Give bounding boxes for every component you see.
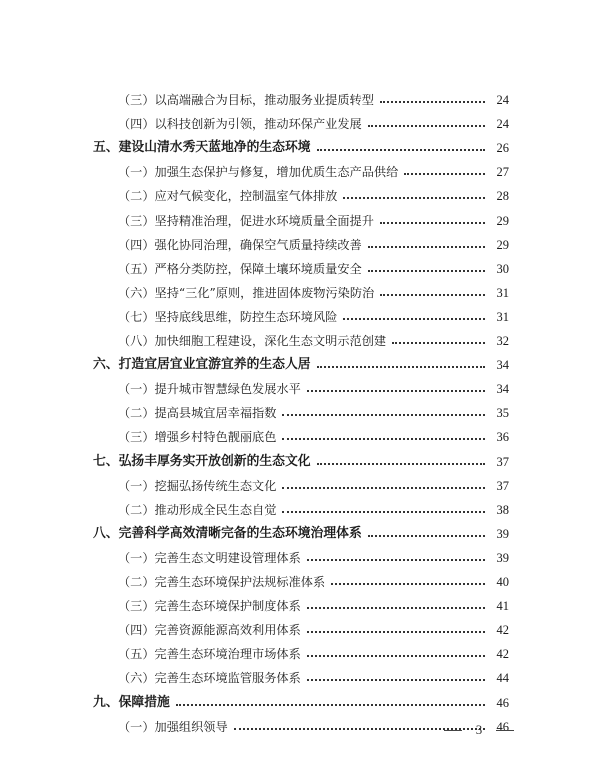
toc-entry-title: （五）严格分类防控，保障土壤环境质量安全 <box>118 261 362 276</box>
toc-entry-page-number: 39 <box>496 550 509 565</box>
toc-section-entry[interactable] <box>118 259 509 279</box>
toc-entry-title: （一）挖掘弘扬传统生态文化 <box>118 478 277 493</box>
toc-section-entry[interactable] <box>118 283 509 303</box>
dot-leader <box>368 524 485 544</box>
toc-entry-page-number: 34 <box>496 358 509 373</box>
dot-leader <box>317 452 485 472</box>
toc-section-entry[interactable] <box>118 331 509 351</box>
toc-section-entry[interactable] <box>118 500 509 520</box>
dot-leader <box>307 620 485 640</box>
dot-leader <box>307 596 485 616</box>
toc-chapter-entry[interactable] <box>93 524 509 544</box>
dot-leader <box>307 379 485 399</box>
toc-entry-title: （五）完善生态环境治理市场体系 <box>118 647 301 662</box>
dot-leader <box>282 427 485 447</box>
toc-entry-page-number: 46 <box>496 695 509 710</box>
toc-entry-page-number: 40 <box>496 575 509 589</box>
dot-leader <box>380 283 485 303</box>
toc-chapter-entry[interactable] <box>93 355 509 375</box>
footer-page-number: 3 <box>475 722 483 737</box>
toc-entry-page-number: 30 <box>496 261 509 276</box>
toc-entry-title: （八）加快细胞工程建设，深化生态文明示范创建 <box>118 334 387 348</box>
toc-entry-title: （六）完善生态环境监管服务体系 <box>118 671 301 686</box>
dot-leader <box>307 644 485 664</box>
toc-entry-title: （二）推动形成全民生态自觉 <box>118 502 277 517</box>
toc-entry-page-number: 41 <box>496 599 509 614</box>
toc-section-entry[interactable] <box>118 596 509 616</box>
toc-section-entry[interactable] <box>118 90 509 110</box>
toc-entry-page-number: 24 <box>496 93 509 107</box>
toc-entry-title: 八、完善科学高效清晰完备的生态环境治理体系 <box>93 525 362 541</box>
toc-entry-page-number: 31 <box>496 309 509 324</box>
toc-entry-page-number: 37 <box>496 454 509 469</box>
toc-entry-page-number: 28 <box>496 189 509 204</box>
toc-section-entry[interactable] <box>118 162 509 182</box>
toc-entry-title: 六、打造宜居宜业宜游宜养的生态人居 <box>93 357 311 373</box>
toc-entry-title: （一）加强组织领导 <box>118 719 228 734</box>
toc-section-entry[interactable] <box>118 211 509 231</box>
toc-entry-page-number: 37 <box>496 478 509 493</box>
toc-entry-title: （三）坚持精准治理，促进水环境质量全面提升 <box>118 213 374 228</box>
toc-section-entry[interactable] <box>118 548 509 568</box>
toc-section-entry[interactable] <box>118 379 509 399</box>
toc-entry-title: （四）完善资源能源高效利用体系 <box>118 623 301 638</box>
toc-entry-title: 五、建设山清水秀天蓝地净的生态环境 <box>93 140 311 156</box>
toc-entry-page-number: 29 <box>496 213 509 228</box>
toc-entry-page-number: 34 <box>496 382 509 397</box>
toc-entry-title: （三）以高端融合为目标，推动服务业提质转型 <box>118 93 374 107</box>
toc-section-entry[interactable] <box>118 668 509 688</box>
toc-entry-title: （一）提升城市智慧绿色发展水平 <box>118 382 301 397</box>
dot-leader <box>380 211 485 231</box>
dot-leader <box>368 259 485 279</box>
dot-leader <box>307 548 485 568</box>
dot-leader <box>343 307 485 327</box>
toc-entry-title: （七）坚持底线思维，防控生态环境风险 <box>118 309 338 324</box>
toc-section-entry[interactable] <box>118 235 509 255</box>
toc-entry-page-number: 31 <box>496 285 509 300</box>
toc-section-entry[interactable] <box>118 476 509 496</box>
toc-section-entry[interactable] <box>118 114 509 134</box>
toc-entry-page-number: 29 <box>496 237 509 252</box>
footer-dash-left <box>444 730 462 731</box>
toc-entry-page-number: 27 <box>496 165 509 180</box>
dot-leader <box>331 572 485 592</box>
toc-section-entry[interactable] <box>118 427 509 447</box>
dot-leader <box>282 476 485 496</box>
toc-entry-title: （三）完善生态环境保护制度体系 <box>118 599 301 614</box>
dot-leader <box>343 186 485 206</box>
toc-chapter-entry[interactable] <box>93 138 509 158</box>
dot-leader <box>368 235 485 255</box>
toc-entry-title: （四）以科技创新为引领，推动环保产业发展 <box>118 117 362 132</box>
toc-chapter-entry[interactable] <box>93 693 509 713</box>
toc-entry-page-number: 24 <box>496 117 509 132</box>
toc-section-entry[interactable] <box>118 644 509 664</box>
dot-leader <box>368 114 485 134</box>
toc-entry-title: 七、弘扬丰厚务实开放创新的生态文化 <box>93 453 311 469</box>
toc-section-entry[interactable] <box>118 620 509 640</box>
toc-entry-title: （二）完善生态环境保护法规标准体系 <box>118 575 326 589</box>
toc-chapter-entry[interactable] <box>93 452 509 472</box>
dot-leader <box>176 693 485 713</box>
toc-section-entry[interactable] <box>118 186 509 206</box>
toc-entry-page-number: 36 <box>496 430 509 445</box>
footer-dash-right <box>496 730 514 731</box>
toc-entry-title: （二）应对气候变化，控制温室气体排放 <box>118 189 338 204</box>
toc-section-entry[interactable] <box>118 403 509 423</box>
toc-entry-title: 九、保障措施 <box>93 694 170 710</box>
dot-leader <box>282 403 485 423</box>
toc-entry-page-number: 44 <box>496 671 509 686</box>
toc-entry-page-number: 32 <box>496 334 509 348</box>
dot-leader <box>392 331 485 351</box>
toc-entry-title: （一）加强生态保护与修复，增加优质生态产品供给 <box>118 165 399 180</box>
toc-entry-title: （六）坚持“三化”原则，推进固体废物污染防治 <box>118 285 375 300</box>
toc-entry-page-number: 42 <box>496 647 509 662</box>
toc-section-entry[interactable] <box>118 572 509 592</box>
toc-entry-title: （二）提高县城宜居幸福指数 <box>118 406 277 421</box>
dot-leader <box>282 500 485 520</box>
toc-entry-title: （三）增强乡村特色靓丽底色 <box>118 430 277 445</box>
dot-leader <box>404 162 485 182</box>
toc-entry-page-number: 26 <box>496 141 509 156</box>
dot-leader <box>317 138 485 158</box>
dot-leader <box>307 668 485 688</box>
toc-entry-page-number: 39 <box>496 526 509 541</box>
toc-entry-title: （一）完善生态文明建设管理体系 <box>118 550 301 565</box>
toc-entry-page-number: 35 <box>496 406 509 421</box>
toc-section-entry[interactable] <box>118 307 509 327</box>
page-footer <box>444 720 514 740</box>
toc-entry-title: （四）强化协同治理，确保空气质量持续改善 <box>118 237 362 252</box>
toc-entry-page-number: 42 <box>496 623 509 638</box>
toc-entry-page-number: 46 <box>496 719 509 734</box>
toc-entry-page-number: 38 <box>496 502 509 517</box>
dot-leader <box>317 355 485 375</box>
dot-leader <box>380 90 485 110</box>
